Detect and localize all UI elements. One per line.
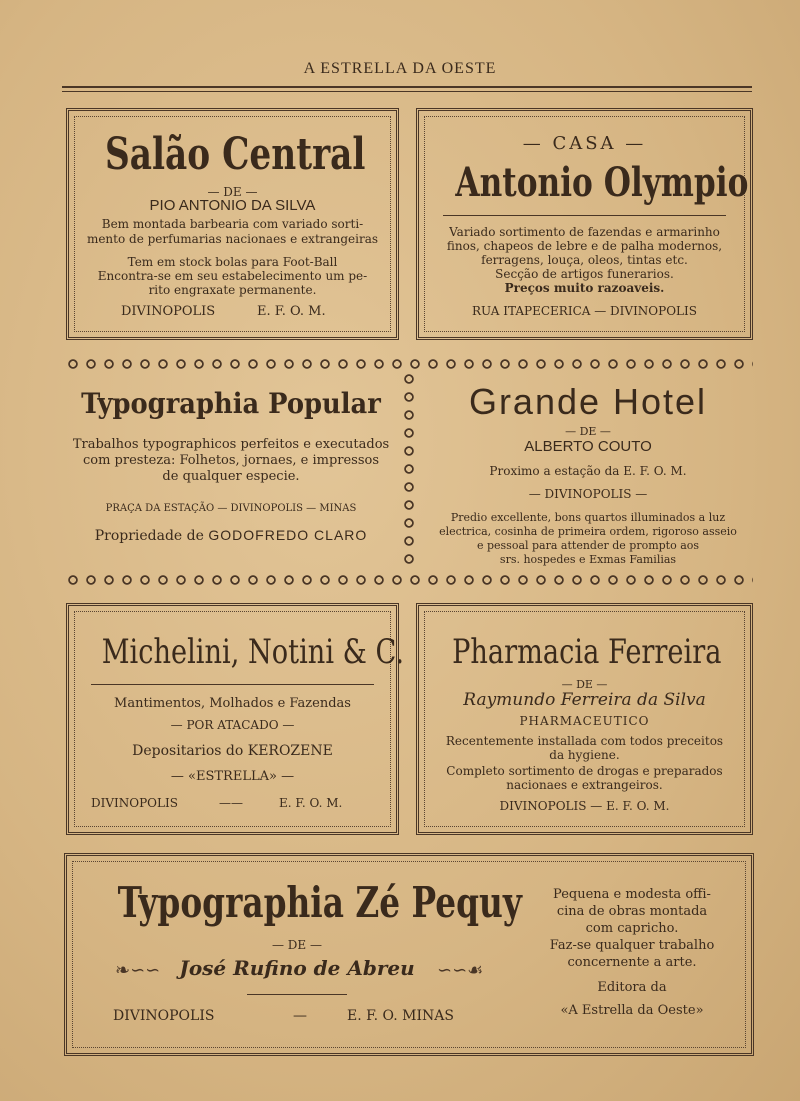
- ad-side-4: Faz-se qualquer trabalho: [549, 938, 715, 953]
- ad-desc-3: Tem em stock bolas para Foot-Ball: [127, 255, 338, 269]
- ad-rule: [91, 684, 374, 685]
- header-rule-thin: [62, 91, 752, 92]
- ad-side-3: com capricho.: [585, 921, 679, 936]
- ad-pharmacia-ferreira: [416, 603, 753, 835]
- ad-desc-2: da hygiene.: [549, 748, 620, 762]
- ad-city: DIVINOPOLIS: [121, 304, 216, 319]
- ad-grande-hotel: [420, 375, 756, 570]
- ad-title: Salão Central: [104, 129, 366, 180]
- ad-de: — DE —: [207, 185, 258, 199]
- ad-desc-3: ferragens, louça, oleos, tintas etc.: [481, 253, 688, 267]
- ad-desc-2: mento de perfumarias nacionaes e extrangeiras: [86, 232, 379, 246]
- ad-side-7: «A Estrella da Oeste»: [560, 1003, 704, 1018]
- ad-desc-3: Completo sortimento de drogas e preparados: [446, 764, 723, 778]
- ad-side-6: Editora da: [597, 980, 667, 995]
- header-rule: [62, 86, 752, 88]
- ad-pre: — CASA —: [522, 133, 647, 154]
- ad-address: PRAÇA DA ESTAÇÃO — DIVINOPOLIS — MINAS: [105, 503, 357, 514]
- ad-title: Typographia Zé Pequy: [117, 878, 522, 927]
- ad-rail: E. F. O. MINAS: [347, 1008, 454, 1024]
- ad-owner: GODOFREDO CLARO: [208, 527, 368, 543]
- ad-desc-1: Trabalhos typographicos perfeitos e executados: [72, 437, 390, 452]
- flourish-left-icon: ❧∽∽: [115, 960, 161, 981]
- ad-desc-2: finos, chapeos de lebre e de palha modernos,: [446, 239, 723, 253]
- ad-de: — DE —: [561, 678, 608, 691]
- ad-casa-antonio-olympio: [416, 108, 753, 340]
- ad-dash: ——: [219, 796, 243, 810]
- ornament-border: [66, 357, 753, 371]
- ad-rail: E. F. O. M.: [257, 304, 326, 319]
- ad-side-5: concernente a arte.: [567, 955, 697, 970]
- ad-salao-central: [66, 108, 399, 340]
- ad-owner: José Rufino de Abreu: [179, 956, 415, 980]
- ad-desc-3: de qualquer especie.: [162, 469, 300, 484]
- ad-side-2: cina de obras montada: [556, 904, 708, 919]
- ad-typographia-popular: [62, 375, 400, 570]
- ad-rule: [247, 994, 347, 995]
- ad-owner: ALBERTO COUTO: [524, 438, 652, 455]
- ornament-border: [66, 573, 753, 587]
- ornament-divider: [402, 372, 416, 572]
- ad-owner: PIO ANTONIO DA SILVA: [149, 197, 316, 214]
- ad-title: Antonio Olympio: [455, 159, 749, 206]
- ad-city: DIVINOPOLIS: [113, 1008, 215, 1024]
- ad-title: Michelini, Notini & C.: [101, 632, 405, 672]
- ad-desc-1: Recentemente installada com todos preceitos: [445, 734, 724, 748]
- ad-rule: [443, 215, 726, 216]
- ad-desc-3: e pessoal para attender de prompto aos: [476, 539, 700, 552]
- ad-near: Proximo a estação da E. F. O. M.: [489, 464, 687, 478]
- ad-desc-4: Encontra-se em seu estabelecimento um pe-: [97, 269, 368, 283]
- flourish-right-icon: ∽∽☙: [437, 960, 484, 981]
- ad-desc-2: com presteza: Folhetos, jornaes, e impressos: [82, 453, 380, 468]
- ad-city: DIVINOPOLIS: [91, 796, 178, 810]
- ad-michelini-notini: [66, 603, 405, 835]
- ad-rail: E. F. O. M.: [279, 796, 343, 810]
- ad-owner-label: Propriedade de: [94, 528, 204, 544]
- ad-address: RUA ITAPECERICA — DIVINOPOLIS: [472, 304, 697, 318]
- ad-dash: —: [293, 1008, 307, 1024]
- ad-owner: Raymundo Ferreira da Silva: [463, 690, 706, 710]
- ad-desc-4: Secção de artigos funerarios.: [495, 267, 674, 281]
- page-header: A ESTRELLA DA OESTE: [303, 60, 497, 77]
- ad-desc-4: nacionaes e extrangeiros.: [506, 778, 663, 792]
- ad-address: DIVINOPOLIS — E. F. O. M.: [499, 799, 670, 813]
- ad-desc-3: Depositarios do KEROZENE: [132, 743, 333, 759]
- ad-side-1: Pequena e modesta offi-: [553, 887, 711, 902]
- ad-desc-5: Preços muito razoaveis.: [504, 281, 665, 295]
- ad-typographia-ze-pequy: [64, 853, 754, 1056]
- ad-title: Grande Hotel: [468, 381, 708, 422]
- ad-city: — DIVINOPOLIS —: [528, 487, 648, 501]
- ad-desc-1: Mantimentos, Molhados e Fazendas: [114, 696, 351, 711]
- ad-desc-4: srs. hospedes e Exmas Familias: [499, 553, 677, 566]
- ad-desc-1: Bem montada barbearia com variado sorti-: [101, 217, 364, 231]
- ad-de: — DE —: [565, 425, 611, 438]
- ad-title: Typographia Popular: [81, 387, 381, 420]
- ad-desc-2: electrica, cosinha de primeira ordem, rigoroso asseio: [439, 525, 737, 538]
- ad-de: — DE —: [271, 938, 322, 952]
- ad-desc-4: — «ESTRELLA» —: [170, 769, 295, 784]
- ad-desc-1: Predio excellente, bons quartos illuminados a luz: [450, 511, 726, 524]
- ad-role: PHARMACEUTICO: [519, 714, 650, 728]
- ad-desc-1: Variado sortimento de fazendas e armarinho: [449, 225, 720, 239]
- ad-desc-2: — POR ATACADO —: [170, 718, 295, 732]
- ad-desc-5: rito engraxate permanente.: [148, 283, 317, 297]
- ad-title: Pharmacia Ferreira: [452, 632, 722, 672]
